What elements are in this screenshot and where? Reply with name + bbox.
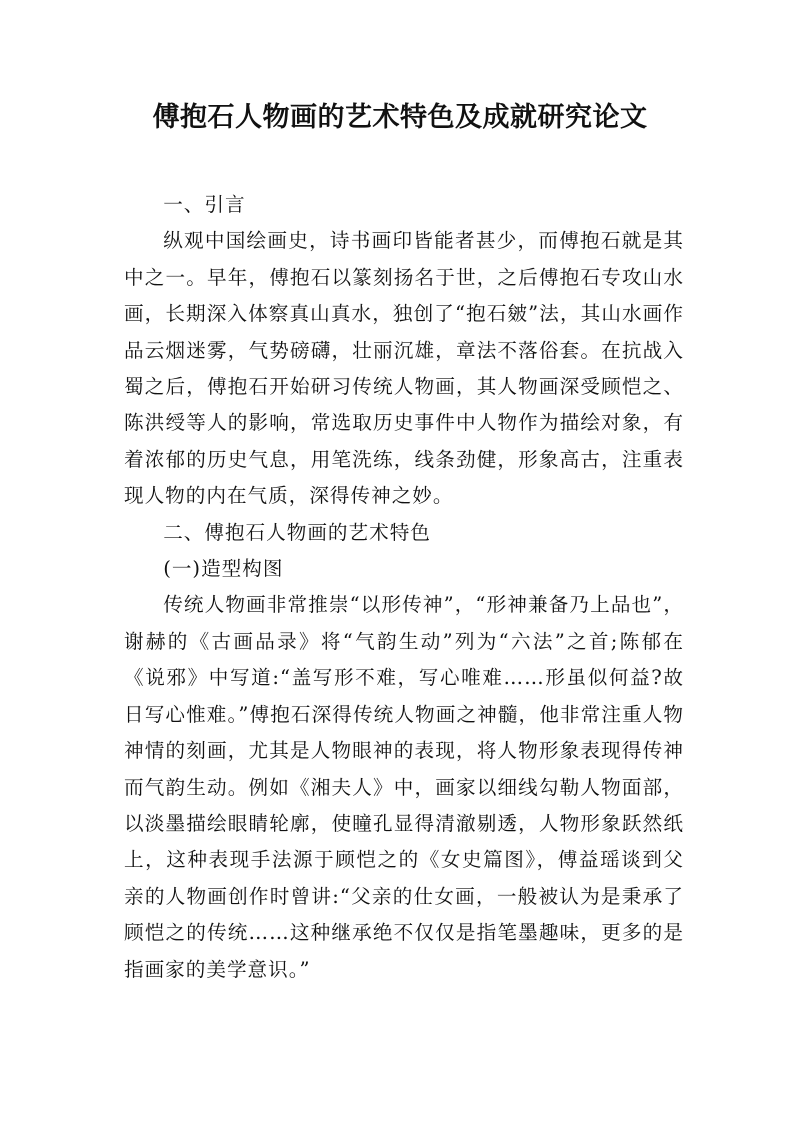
paragraph-composition: 传统人物画非常推崇“以形传神”，“形神兼备乃上品也”，谢赫的《古画品录》将“气韵生动”列为“六法”之首;陈郁在《说邪》中写道:“盖写形不难，写心唯难……形虽似何益?故日写心惟难。”傅抱石深得传统人物画之神髓，他非常注重人物神情的刻画，尤其是人物眼神的表现，将人物形象表现得传神而气韵生动。例如《湘夫人》中，画家以细线勾勒人物面部，以淡墨描绘眼睛轮廓，使瞳孔显得清澈剔透，人物形象跃然纸上，这种表现手法源于顾恺之的《女史篇图》，傅益瑶谈到父亲的人物画创作时曾讲:“父亲的仕女画，一般被认为是秉承了顾恺之的传统……这种继承绝不仅仅是指笔墨趣味，更多的是指画家的美学意识。” [124, 593, 684, 981]
paragraph-introduction: 纵观中国绘画史，诗书画印皆能者甚少，而傅抱石就是其中之一。早年，傅抱石以篆刻扬名于世，之后傅抱石专攻山水画，长期深入体察真山真水，独创了“抱石皴”法，其山水画作品云烟迷雾，气势磅礴，壮丽沉雄，章法不落俗套。在抗战入蜀之后，傅抱石开始研习传统人物画，其人物画深受顾恺之、陈洪绶等人的影响，常选取历史事件中人物作为描绘对象，有着浓郁的历史气息，用笔洗练，线条劲健，形象高古，注重表现人物的内在气质，深得传神之妙。 [124, 229, 684, 508]
subsection-heading-composition: (一)造型构图 [163, 557, 284, 581]
document-body [124, 187, 684, 988]
section-heading-introduction: 一、引言 [163, 193, 246, 216]
section-heading-art-features: 二、傅抱石人物画的艺术特色 [163, 520, 431, 544]
document-title: 傅抱石人物画的艺术特色及成就研究论文 [152, 102, 648, 133]
